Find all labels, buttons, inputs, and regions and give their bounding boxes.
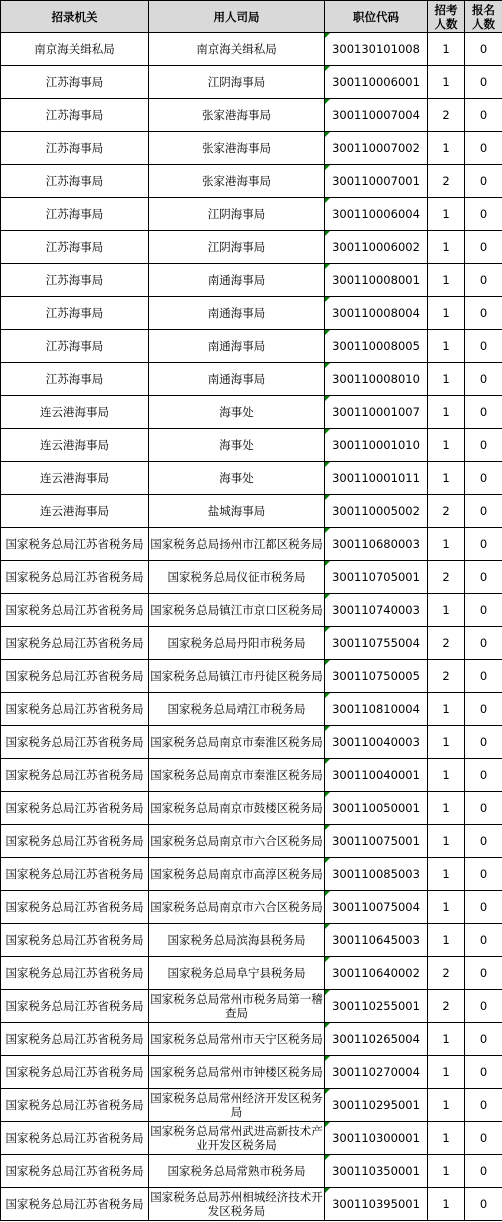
- table-row: [1, 231, 502, 264]
- cell-employer: 国家税务总局常州市天宁区税务局: [149, 1023, 325, 1056]
- header-applicants-line2: 人数: [472, 16, 495, 31]
- cell-code: 300110008004: [325, 297, 428, 330]
- cell-applicants: 0: [465, 66, 502, 99]
- cell-quota: 1: [428, 231, 465, 264]
- header-code: 职位代码: [325, 1, 428, 33]
- cell-employer: 国家税务总局南京市秦淮区税务局: [149, 759, 325, 792]
- cell-agency: 连云港海事局: [1, 462, 149, 495]
- cell-applicants: 0: [465, 264, 502, 297]
- cell-quota: 2: [428, 495, 465, 528]
- cell-employer: 海事处: [149, 396, 325, 429]
- cell-employer: 国家税务总局镇江市京口区税务局: [149, 594, 325, 627]
- cell-quota: 1: [428, 1089, 465, 1122]
- cell-code: 300110050001: [325, 792, 428, 825]
- cell-employer: 南通海事局: [149, 363, 325, 396]
- cell-agency: 连云港海事局: [1, 495, 149, 528]
- table-row: [1, 627, 502, 660]
- cell-applicants: 0: [465, 1155, 502, 1188]
- cell-quota: 1: [428, 1023, 465, 1056]
- cell-applicants: 0: [465, 429, 502, 462]
- table-row: [1, 1056, 502, 1089]
- cell-agency: 连云港海事局: [1, 429, 149, 462]
- cell-agency: 江苏海事局: [1, 231, 149, 264]
- cell-applicants: 0: [465, 33, 502, 66]
- table-row: [1, 792, 502, 825]
- cell-employer: 国家税务总局常州武进高新技术产业开发区税务局: [149, 1122, 325, 1155]
- cell-agency: 国家税务总局江苏省税务局: [1, 891, 149, 924]
- cell-quota: 2: [428, 957, 465, 990]
- cell-employer: 国家税务总局南京市秦淮区税务局: [149, 726, 325, 759]
- cell-employer: 海事处: [149, 462, 325, 495]
- cell-employer: 国家税务总局常熟市税务局: [149, 1155, 325, 1188]
- cell-employer: 国家税务总局仪征市税务局: [149, 561, 325, 594]
- cell-code: 300110001007: [325, 396, 428, 429]
- table-row: [1, 132, 502, 165]
- cell-agency: 国家税务总局江苏省税务局: [1, 825, 149, 858]
- cell-code: 300110008005: [325, 330, 428, 363]
- cell-quota: 1: [428, 924, 465, 957]
- table-row: [1, 429, 502, 462]
- table-row: [1, 924, 502, 957]
- cell-applicants: 0: [465, 726, 502, 759]
- cell-quota: 1: [428, 891, 465, 924]
- cell-quota: 1: [428, 429, 465, 462]
- table-row: [1, 1023, 502, 1056]
- cell-applicants: 0: [465, 660, 502, 693]
- cell-applicants: 0: [465, 1122, 502, 1155]
- cell-applicants: 0: [465, 1056, 502, 1089]
- table-row: [1, 528, 502, 561]
- header-quota: [428, 1, 465, 33]
- cell-code: 300110006002: [325, 231, 428, 264]
- cell-agency: 国家税务总局江苏省税务局: [1, 627, 149, 660]
- cell-employer: 国家税务总局滨海县税务局: [149, 924, 325, 957]
- table-row: [1, 330, 502, 363]
- cell-agency: 江苏海事局: [1, 330, 149, 363]
- cell-agency: 国家税务总局江苏省税务局: [1, 726, 149, 759]
- table-row: [1, 66, 502, 99]
- cell-code: 300110006001: [325, 66, 428, 99]
- cell-employer: 南通海事局: [149, 297, 325, 330]
- cell-employer: 国家税务总局常州市税务局第一稽查局: [149, 990, 325, 1023]
- table-row: [1, 561, 502, 594]
- cell-employer: 张家港海事局: [149, 165, 325, 198]
- cell-agency: 国家税务总局江苏省税务局: [1, 792, 149, 825]
- table-body: [1, 33, 502, 1221]
- cell-quota: 1: [428, 759, 465, 792]
- cell-agency: 国家税务总局江苏省税务局: [1, 1023, 149, 1056]
- cell-quota: 2: [428, 561, 465, 594]
- header-applicants: [465, 1, 502, 33]
- cell-agency: 国家税务总局江苏省税务局: [1, 594, 149, 627]
- cell-quota: 1: [428, 396, 465, 429]
- table-row: [1, 693, 502, 726]
- cell-quota: 2: [428, 990, 465, 1023]
- cell-quota: 2: [428, 99, 465, 132]
- cell-code: 300110640002: [325, 957, 428, 990]
- cell-quota: 1: [428, 1188, 465, 1221]
- cell-code: 300110006004: [325, 198, 428, 231]
- cell-quota: 1: [428, 330, 465, 363]
- cell-code: 300110008001: [325, 264, 428, 297]
- cell-employer: 国家税务总局常州市钟楼区税务局: [149, 1056, 325, 1089]
- cell-quota: 1: [428, 264, 465, 297]
- cell-employer: 南通海事局: [149, 330, 325, 363]
- table-row: [1, 891, 502, 924]
- cell-code: 300110395001: [325, 1188, 428, 1221]
- cell-agency: 国家税务总局江苏省税务局: [1, 1056, 149, 1089]
- cell-agency: 连云港海事局: [1, 396, 149, 429]
- table-row: [1, 1188, 502, 1221]
- table-row: [1, 957, 502, 990]
- cell-employer: 张家港海事局: [149, 99, 325, 132]
- cell-applicants: 0: [465, 198, 502, 231]
- cell-quota: 1: [428, 825, 465, 858]
- cell-employer: 国家税务总局丹阳市税务局: [149, 627, 325, 660]
- table-row: [1, 165, 502, 198]
- table-row: [1, 99, 502, 132]
- cell-agency: 国家税务总局江苏省税务局: [1, 957, 149, 990]
- cell-code: 300110040001: [325, 759, 428, 792]
- cell-quota: 1: [428, 858, 465, 891]
- table-row: [1, 858, 502, 891]
- cell-applicants: 0: [465, 957, 502, 990]
- table-row: [1, 759, 502, 792]
- cell-agency: 国家税务总局江苏省税务局: [1, 1155, 149, 1188]
- cell-quota: 1: [428, 1056, 465, 1089]
- cell-code: 300130101008: [325, 33, 428, 66]
- header-applicants-line1: 报名: [472, 2, 495, 17]
- cell-applicants: 0: [465, 924, 502, 957]
- cell-applicants: 0: [465, 297, 502, 330]
- cell-code: 300110270004: [325, 1056, 428, 1089]
- cell-applicants: 0: [465, 1089, 502, 1122]
- table-row: [1, 1122, 502, 1155]
- header-row: [1, 1, 502, 33]
- cell-applicants: 0: [465, 231, 502, 264]
- cell-applicants: 0: [465, 396, 502, 429]
- cell-applicants: 0: [465, 1023, 502, 1056]
- cell-employer: 国家税务总局扬州市江都区税务局: [149, 528, 325, 561]
- cell-code: 300110040003: [325, 726, 428, 759]
- table-row: [1, 726, 502, 759]
- header-agency: 招录机关: [1, 1, 149, 33]
- cell-employer: 南通海事局: [149, 264, 325, 297]
- table-row: [1, 297, 502, 330]
- cell-applicants: 0: [465, 759, 502, 792]
- cell-quota: 1: [428, 297, 465, 330]
- cell-code: 300110750005: [325, 660, 428, 693]
- cell-code: 300110740003: [325, 594, 428, 627]
- cell-code: 300110350001: [325, 1155, 428, 1188]
- cell-agency: 江苏海事局: [1, 165, 149, 198]
- cell-code: 300110001011: [325, 462, 428, 495]
- cell-agency: 国家税务总局江苏省税务局: [1, 1122, 149, 1155]
- table-row: [1, 462, 502, 495]
- cell-applicants: 0: [465, 891, 502, 924]
- cell-agency: 江苏海事局: [1, 363, 149, 396]
- cell-quota: 2: [428, 660, 465, 693]
- cell-quota: 1: [428, 726, 465, 759]
- cell-applicants: 0: [465, 165, 502, 198]
- cell-code: 300110300001: [325, 1122, 428, 1155]
- cell-applicants: 0: [465, 330, 502, 363]
- cell-quota: 1: [428, 66, 465, 99]
- table-row: [1, 198, 502, 231]
- cell-agency: 江苏海事局: [1, 132, 149, 165]
- cell-quota: 1: [428, 198, 465, 231]
- cell-agency: 江苏海事局: [1, 198, 149, 231]
- cell-code: 300110810004: [325, 693, 428, 726]
- cell-code: 300110005002: [325, 495, 428, 528]
- table-row: [1, 660, 502, 693]
- cell-applicants: 0: [465, 594, 502, 627]
- cell-code: 300110295001: [325, 1089, 428, 1122]
- cell-code: 300110075001: [325, 825, 428, 858]
- cell-quota: 1: [428, 33, 465, 66]
- cell-quota: 1: [428, 792, 465, 825]
- cell-agency: 国家税务总局江苏省税务局: [1, 858, 149, 891]
- table-row: [1, 363, 502, 396]
- cell-employer: 国家税务总局镇江市丹徒区税务局: [149, 660, 325, 693]
- cell-applicants: 0: [465, 561, 502, 594]
- cell-quota: 1: [428, 363, 465, 396]
- cell-applicants: 0: [465, 627, 502, 660]
- cell-code: 300110007004: [325, 99, 428, 132]
- cell-applicants: 0: [465, 792, 502, 825]
- cell-code: 300110008010: [325, 363, 428, 396]
- cell-quota: 1: [428, 132, 465, 165]
- cell-applicants: 0: [465, 693, 502, 726]
- cell-employer: 国家税务总局南京市六合区税务局: [149, 891, 325, 924]
- cell-agency: 江苏海事局: [1, 66, 149, 99]
- cell-applicants: 0: [465, 990, 502, 1023]
- cell-employer: 盐城海事局: [149, 495, 325, 528]
- table-row: [1, 33, 502, 66]
- cell-agency: 国家税务总局江苏省税务局: [1, 1188, 149, 1221]
- cell-applicants: 0: [465, 99, 502, 132]
- cell-code: 300110705001: [325, 561, 428, 594]
- cell-applicants: 0: [465, 528, 502, 561]
- cell-agency: 国家税务总局江苏省税务局: [1, 693, 149, 726]
- cell-code: 300110265004: [325, 1023, 428, 1056]
- cell-quota: 2: [428, 165, 465, 198]
- table-row: [1, 825, 502, 858]
- table-row: [1, 264, 502, 297]
- cell-quota: 1: [428, 1122, 465, 1155]
- cell-agency: 江苏海事局: [1, 264, 149, 297]
- table-row: [1, 594, 502, 627]
- cell-applicants: 0: [465, 132, 502, 165]
- cell-employer: 南京海关缉私局: [149, 33, 325, 66]
- cell-code: 300110085003: [325, 858, 428, 891]
- cell-employer: 江阴海事局: [149, 231, 325, 264]
- cell-agency: 国家税务总局江苏省税务局: [1, 924, 149, 957]
- cell-employer: 国家税务总局南京市鼓楼区税务局: [149, 792, 325, 825]
- cell-employer: 国家税务总局阜宁县税务局: [149, 957, 325, 990]
- cell-quota: 1: [428, 528, 465, 561]
- table-row: [1, 1155, 502, 1188]
- cell-code: 300110680003: [325, 528, 428, 561]
- cell-agency: 江苏海事局: [1, 99, 149, 132]
- table-row: [1, 1089, 502, 1122]
- cell-code: 300110007001: [325, 165, 428, 198]
- cell-applicants: 0: [465, 462, 502, 495]
- cell-employer: 国家税务总局靖江市税务局: [149, 693, 325, 726]
- cell-quota: 1: [428, 1155, 465, 1188]
- table-row: [1, 990, 502, 1023]
- cell-code: 300110075004: [325, 891, 428, 924]
- cell-employer: 国家税务总局南京市六合区税务局: [149, 825, 325, 858]
- cell-code: 300110755004: [325, 627, 428, 660]
- cell-code: 300110001010: [325, 429, 428, 462]
- cell-employer: 张家港海事局: [149, 132, 325, 165]
- cell-quota: 1: [428, 693, 465, 726]
- cell-agency: 国家税务总局江苏省税务局: [1, 528, 149, 561]
- cell-applicants: 0: [465, 858, 502, 891]
- header-employer: 用人司局: [149, 1, 325, 33]
- cell-agency: 国家税务总局江苏省税务局: [1, 759, 149, 792]
- cell-applicants: 0: [465, 825, 502, 858]
- cell-quota: 1: [428, 462, 465, 495]
- cell-employer: 国家税务总局苏州相城经济技术开发区税务局: [149, 1188, 325, 1221]
- header-quota-line1: 招考: [434, 2, 458, 17]
- table-row: [1, 495, 502, 528]
- cell-quota: 2: [428, 627, 465, 660]
- cell-employer: 国家税务总局南京市高淳区税务局: [149, 858, 325, 891]
- cell-employer: 江阴海事局: [149, 66, 325, 99]
- table-row: [1, 396, 502, 429]
- cell-employer: 江阴海事局: [149, 198, 325, 231]
- cell-agency: 江苏海事局: [1, 297, 149, 330]
- cell-code: 300110007002: [325, 132, 428, 165]
- cell-quota: 1: [428, 594, 465, 627]
- cell-code: 300110645003: [325, 924, 428, 957]
- header-quota-line2: 人数: [434, 16, 458, 31]
- cell-code: 300110255001: [325, 990, 428, 1023]
- cell-agency: 国家税务总局江苏省税务局: [1, 1089, 149, 1122]
- cell-applicants: 0: [465, 363, 502, 396]
- cell-applicants: 0: [465, 495, 502, 528]
- cell-agency: 南京海关缉私局: [1, 33, 149, 66]
- cell-employer: 国家税务总局常州经济开发区税务局: [149, 1089, 325, 1122]
- cell-agency: 国家税务总局江苏省税务局: [1, 561, 149, 594]
- cell-agency: 国家税务总局江苏省税务局: [1, 990, 149, 1023]
- cell-applicants: 0: [465, 1188, 502, 1221]
- cell-employer: 海事处: [149, 429, 325, 462]
- cell-agency: 国家税务总局江苏省税务局: [1, 660, 149, 693]
